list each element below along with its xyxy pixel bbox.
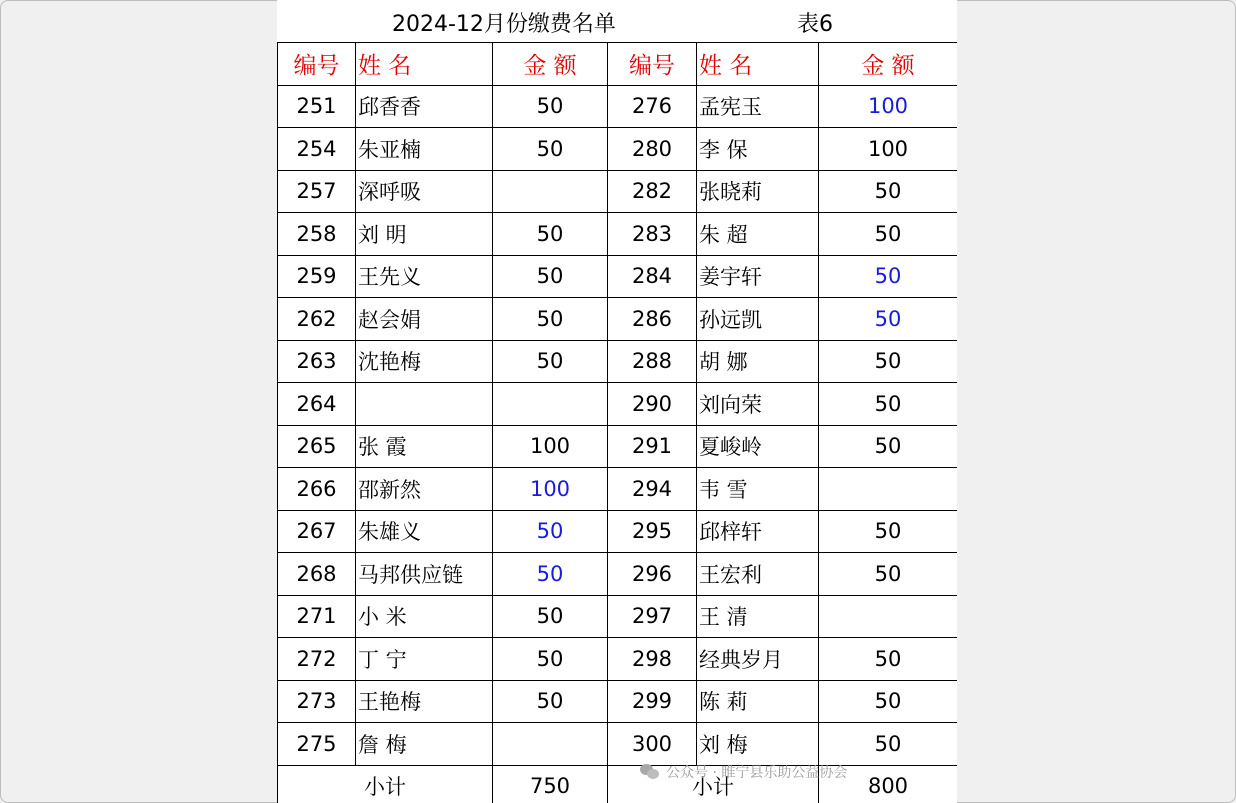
id-cell: 265	[278, 425, 356, 468]
name-cell: 刘 梅	[697, 723, 819, 766]
amount-cell: 50	[493, 638, 608, 681]
amount-cell: 50	[819, 680, 958, 723]
amount-cell: 50	[819, 638, 958, 681]
amount-cell: 50	[493, 213, 608, 256]
id-cell: 300	[608, 723, 697, 766]
id-cell: 280	[608, 128, 697, 171]
table-row	[278, 340, 958, 383]
id-cell: 254	[278, 128, 356, 171]
table-row	[278, 638, 958, 681]
id-cell: 288	[608, 340, 697, 383]
id-cell: 286	[608, 298, 697, 341]
name-cell: 王先义	[356, 255, 493, 298]
payment-table	[277, 42, 957, 803]
name-cell: 深呼吸	[356, 170, 493, 213]
name-cell: 朱雄义	[356, 510, 493, 553]
amount-cell: 50	[493, 85, 608, 128]
name-cell: 王艳梅	[356, 680, 493, 723]
name-cell: 马邦供应链	[356, 553, 493, 596]
id-cell: 266	[278, 468, 356, 511]
amount-cell: 50	[819, 213, 958, 256]
id-cell: 273	[278, 680, 356, 723]
name-cell: 丁 宁	[356, 638, 493, 681]
id-cell: 276	[608, 85, 697, 128]
id-cell: 284	[608, 255, 697, 298]
id-cell: 275	[278, 723, 356, 766]
amount-cell: 100	[493, 468, 608, 511]
id-cell: 271	[278, 595, 356, 638]
name-cell: 陈 莉	[697, 680, 819, 723]
name-cell: 刘 明	[356, 213, 493, 256]
table-row	[278, 298, 958, 341]
id-cell: 257	[278, 170, 356, 213]
name-cell: 韦 雪	[697, 468, 819, 511]
id-cell: 272	[278, 638, 356, 681]
id-cell: 283	[608, 213, 697, 256]
amount-cell: 50	[819, 255, 958, 298]
table-row	[278, 128, 958, 171]
name-cell: 邱香香	[356, 85, 493, 128]
amount-cell: 50	[819, 340, 958, 383]
amount-cell: 50	[819, 723, 958, 766]
name-cell: 李 保	[697, 128, 819, 171]
amount-cell: 50	[819, 383, 958, 426]
id-cell: 262	[278, 298, 356, 341]
spreadsheet-sheet	[277, 0, 957, 803]
amount-cell	[493, 383, 608, 426]
amount-cell: 100	[493, 425, 608, 468]
amount-cell: 50	[819, 553, 958, 596]
amount-cell: 50	[493, 255, 608, 298]
name-cell: 詹 梅	[356, 723, 493, 766]
id-cell: 295	[608, 510, 697, 553]
id-cell: 282	[608, 170, 697, 213]
amount-cell: 50	[493, 298, 608, 341]
name-cell: 张晓莉	[697, 170, 819, 213]
name-cell: 王宏利	[697, 553, 819, 596]
id-cell: 259	[278, 255, 356, 298]
table-row	[278, 85, 958, 128]
table-row	[278, 553, 958, 596]
table-row	[278, 680, 958, 723]
id-cell: 267	[278, 510, 356, 553]
id-cell: 297	[608, 595, 697, 638]
name-cell: 邵新然	[356, 468, 493, 511]
subtotal-label-right: 小计	[608, 765, 819, 803]
subtotal-row	[278, 765, 958, 803]
amount-cell: 50	[493, 553, 608, 596]
name-cell: 姜宇轩	[697, 255, 819, 298]
name-cell: 朱 超	[697, 213, 819, 256]
wechat-icon	[640, 764, 660, 780]
amount-cell	[493, 723, 608, 766]
amount-cell	[493, 170, 608, 213]
sheet-title: 2024-12月份缴费名单	[392, 12, 616, 37]
name-cell: 张 霞	[356, 425, 493, 468]
name-cell: 王 清	[697, 595, 819, 638]
id-cell: 263	[278, 340, 356, 383]
name-cell: 小 米	[356, 595, 493, 638]
name-cell: 刘向荣	[697, 383, 819, 426]
amount-cell: 50	[493, 680, 608, 723]
name-cell: 孟宪玉	[697, 85, 819, 128]
table-row	[278, 425, 958, 468]
id-cell: 268	[278, 553, 356, 596]
name-cell: 赵会娟	[356, 298, 493, 341]
id-cell: 290	[608, 383, 697, 426]
header-cell-amount-right: 金 额	[819, 43, 958, 86]
header-cell-id-left: 编号	[278, 43, 356, 86]
table-row	[278, 170, 958, 213]
amount-cell: 50	[819, 298, 958, 341]
table-row	[278, 255, 958, 298]
amount-cell: 50	[819, 425, 958, 468]
id-cell: 296	[608, 553, 697, 596]
watermark-text: 公众号 · 睢宁县乐助公益协会	[666, 765, 848, 781]
amount-cell	[819, 595, 958, 638]
name-cell: 经典岁月	[697, 638, 819, 681]
id-cell: 258	[278, 213, 356, 256]
header-cell-id-right: 编号	[608, 43, 697, 86]
name-cell: 孙远凯	[697, 298, 819, 341]
id-cell: 299	[608, 680, 697, 723]
amount-cell: 50	[819, 170, 958, 213]
table-row	[278, 213, 958, 256]
name-cell: 胡 娜	[697, 340, 819, 383]
id-cell: 251	[278, 85, 356, 128]
header-cell-name-right: 姓 名	[697, 43, 819, 86]
header-row	[278, 43, 958, 86]
amount-cell: 100	[819, 85, 958, 128]
subtotal-amount-left: 750	[493, 765, 608, 803]
name-cell	[356, 383, 493, 426]
title-row	[277, 0, 957, 43]
id-cell: 291	[608, 425, 697, 468]
id-cell: 294	[608, 468, 697, 511]
name-cell: 沈艳梅	[356, 340, 493, 383]
table-row	[278, 510, 958, 553]
amount-cell: 50	[493, 595, 608, 638]
table-row	[278, 383, 958, 426]
amount-cell: 50	[493, 510, 608, 553]
subtotal-label-left: 小计	[278, 765, 493, 803]
subtotal-amount-right: 800	[819, 765, 958, 803]
table-row	[278, 468, 958, 511]
amount-cell: 50	[493, 128, 608, 171]
name-cell: 朱亚楠	[356, 128, 493, 171]
table-number: 表6	[797, 12, 833, 37]
amount-cell: 100	[819, 128, 958, 171]
amount-cell: 50	[819, 510, 958, 553]
table-row	[278, 595, 958, 638]
amount-cell	[819, 468, 958, 511]
watermark	[640, 762, 847, 782]
name-cell: 夏峻岭	[697, 425, 819, 468]
table-row	[278, 723, 958, 766]
name-cell: 邱梓轩	[697, 510, 819, 553]
id-cell: 264	[278, 383, 356, 426]
id-cell: 298	[608, 638, 697, 681]
amount-cell: 50	[493, 340, 608, 383]
header-cell-amount-left: 金 额	[493, 43, 608, 86]
header-cell-name-left: 姓 名	[356, 43, 493, 86]
